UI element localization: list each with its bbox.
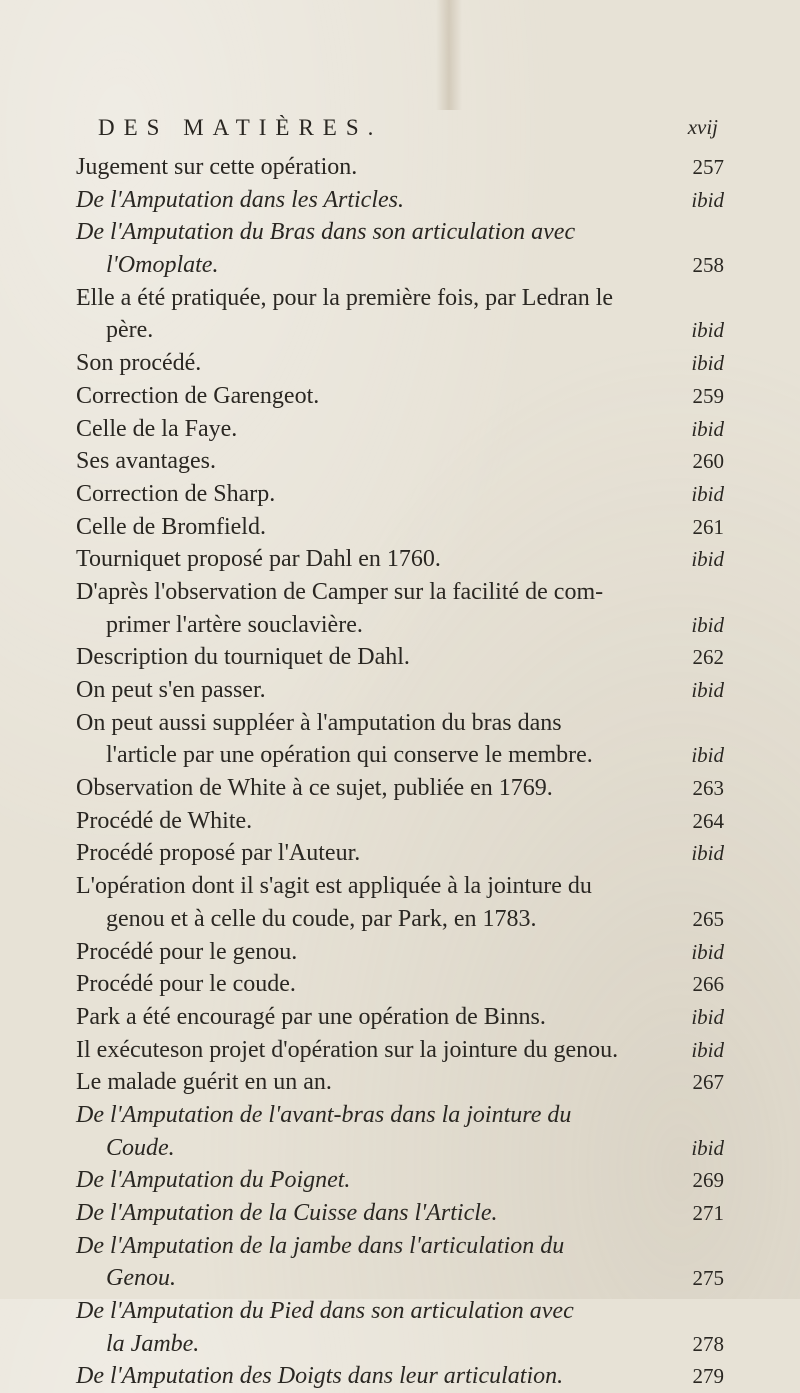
toc-entry (76, 478, 724, 511)
toc-entry-page: 259 (692, 383, 724, 408)
toc-entry-text: Son procédé. (76, 350, 202, 377)
toc-entry (76, 837, 724, 870)
toc-entry-page: ibid (691, 187, 724, 212)
toc-entry-page: 262 (692, 645, 724, 670)
toc-entry (76, 1132, 724, 1165)
toc-entry (76, 1001, 724, 1034)
header-title: DES MATIÈRES. (98, 115, 383, 140)
toc-entry-text: Park a été encouragé par une opération de Binns. (76, 1003, 546, 1030)
toc-entry-text: On peut aussi suppléer à l'amputation du bras dans (76, 709, 562, 736)
toc-entry (76, 1164, 724, 1197)
toc-entry-page: 263 (692, 776, 724, 801)
toc-entry (76, 1328, 724, 1361)
toc-entry-page: ibid (691, 841, 724, 866)
toc-entry-text: Il exécuteson projet d'opération sur la jointure du genou. (76, 1036, 619, 1063)
toc-entry-text: Jugement sur cette opération. (76, 154, 358, 180)
toc-entry-text: De l'Amputation du Poignet. (76, 1167, 351, 1194)
page-fold-shadow (436, 0, 462, 110)
toc-entry-page: ibid (691, 743, 724, 768)
toc-entry (76, 445, 724, 478)
toc-entry (76, 314, 724, 347)
toc-entry-text: On peut s'en passer. (76, 677, 266, 703)
toc-entry-page: 261 (692, 514, 724, 539)
toc-entry (76, 1295, 724, 1328)
toc-entry-text: Procédé pour le genou. (76, 938, 298, 965)
toc-entry-page: 269 (692, 1168, 724, 1193)
toc-entry-text: De l'Amputation du Pied dans son articulation avec (76, 1298, 574, 1325)
toc-entry-text: De l'Amputation de la jambe dans l'articulation du (76, 1232, 565, 1259)
toc-entry (76, 674, 724, 707)
toc-entry (76, 707, 724, 740)
toc-entry (76, 641, 724, 674)
toc-entry-page: ibid (691, 1004, 724, 1029)
toc-entry-page: ibid (691, 612, 724, 637)
toc-entry-page: ibid (691, 351, 724, 376)
toc-entry-text: Correction de Garengeot. (76, 382, 320, 409)
toc-entry-text: la Jambe. (106, 1330, 200, 1357)
toc-entry (76, 184, 724, 217)
toc-entry (76, 347, 724, 380)
toc-entry-text: De l'Amputation de l'avant-bras dans la jointure du (76, 1101, 572, 1128)
toc-entry (76, 739, 724, 772)
running-header (98, 115, 718, 151)
toc-entry-text: Le malade guérit en un an. (76, 1069, 332, 1096)
toc-entry (76, 1034, 724, 1067)
toc-entry-page: 267 (692, 1070, 724, 1095)
toc-entry-page: 266 (692, 972, 724, 997)
toc-entry (76, 1262, 724, 1295)
toc-entry (76, 1066, 724, 1099)
toc-entry-text: Correction de Sharp. (76, 480, 276, 507)
toc-entry-text: L'opération dont il s'agit est appliquée à la jointure du (76, 873, 592, 900)
toc-entry-text: Procédé pour le coude. (76, 971, 296, 998)
toc-entry-text: De l'Amputation dans les Articles. (76, 186, 404, 213)
toc-entry-page: 278 (692, 1331, 724, 1356)
toc-entry (76, 511, 724, 544)
toc-entry (76, 870, 724, 903)
toc-entry-page: 271 (692, 1201, 724, 1225)
toc-entry-text: Procédé proposé par l'Auteur. (76, 840, 361, 867)
toc-entry-text: l'Omoplate. (106, 252, 219, 279)
toc-entry-text: père. (106, 317, 154, 344)
toc-entry-text: Elle a été pratiquée, pour la première fois, par Ledran le (76, 284, 614, 311)
toc-entry (76, 1360, 724, 1393)
toc-entry-text: Celle de Bromfield. (76, 513, 266, 540)
toc-entry-page: ibid (691, 939, 724, 964)
toc-entry (76, 151, 724, 184)
toc-entry (76, 772, 724, 805)
toc-entry-page: ibid (691, 416, 724, 441)
toc-entry-text: primer l'artère souclavière. (106, 611, 363, 638)
toc-entry-text: Genou. (106, 1265, 176, 1292)
toc-entry-page: 275 (692, 1266, 724, 1291)
toc-entry-text: Ses avantages. (76, 448, 216, 475)
toc-entry-text: Tourniquet proposé par Dahl en 1760. (76, 546, 441, 573)
toc-entry-page: ibid (691, 678, 724, 702)
toc-entry-page: ibid (691, 1037, 724, 1062)
toc-entry (76, 609, 724, 642)
table-of-contents (76, 151, 724, 1393)
toc-entry-text: D'après l'observation de Camper sur la facilité de com- (76, 578, 604, 605)
toc-entry (76, 1230, 724, 1263)
toc-entry-page: 257 (692, 155, 724, 179)
toc-entry-page: 264 (692, 808, 724, 833)
toc-entry (76, 380, 724, 413)
toc-entry-text: Coude. (106, 1134, 175, 1161)
toc-entry (76, 216, 724, 249)
toc-entry-text: l'article par une opération qui conserve le membre. (106, 742, 593, 769)
toc-entry (76, 903, 724, 936)
toc-entry-text: De l'Amputation des Doigts dans leur articulation. (76, 1363, 564, 1390)
toc-entry-text: Celle de la Faye. (76, 415, 238, 442)
toc-entry-page: ibid (691, 481, 724, 506)
toc-entry (76, 282, 724, 315)
toc-entry-text: De l'Amputation de la Cuisse dans l'Article. (76, 1200, 498, 1226)
toc-entry (76, 968, 724, 1001)
toc-entry (76, 1099, 724, 1132)
toc-entry-page: 279 (692, 1364, 724, 1389)
toc-entry-page: 265 (692, 906, 724, 931)
toc-entry-text: De l'Amputation du Bras dans son articulation avec (76, 219, 576, 246)
toc-entry-page: 258 (692, 253, 724, 278)
toc-entry-text: Procédé de White. (76, 807, 253, 834)
toc-entry (76, 543, 724, 576)
toc-entry-page: 260 (692, 449, 724, 474)
toc-entry-page: ibid (691, 1135, 724, 1160)
toc-entry (76, 805, 724, 838)
header-page-number: xvij (687, 115, 718, 139)
toc-entry (76, 249, 724, 282)
toc-entry-text: genou et à celle du coude, par Park, en 1783. (106, 905, 537, 932)
toc-entry (76, 936, 724, 969)
toc-entry (76, 413, 724, 446)
toc-entry-page: ibid (691, 547, 724, 572)
toc-entry-text: Description du tourniquet de Dahl. (76, 644, 410, 671)
toc-entry (76, 1197, 724, 1230)
toc-entry-page: ibid (691, 318, 724, 343)
toc-entry-text: Observation de White à ce sujet, publiée en 1769. (76, 775, 553, 802)
toc-entry (76, 576, 724, 609)
